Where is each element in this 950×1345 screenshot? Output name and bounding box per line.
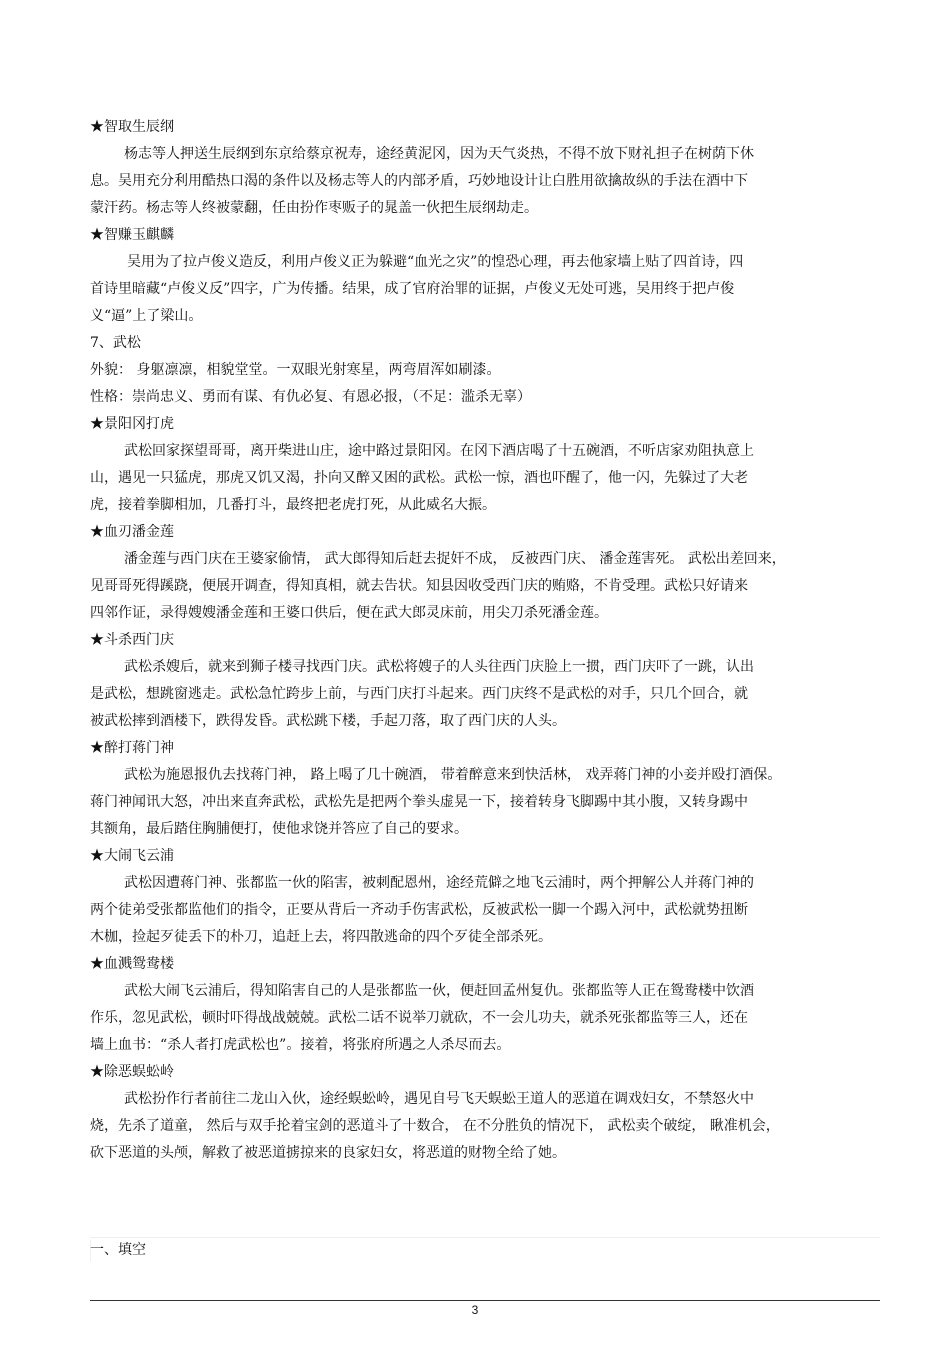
paragraph-line: 山，遇见一只猛虎，那虎又饥又渴，扑向又醉又困的武松。武松一惊，酒也吓醒了，他一闪，先躲过了大老: [90, 470, 748, 486]
paragraph-line: 蒙汗药。杨志等人终被蒙翻，任由扮作枣贩子的晁盖一伙把生辰纲劫走。: [90, 200, 538, 216]
paragraph-line: 是武松，想跳窗逃走。武松急忙跨步上前，与西门庆打斗起来。西门庆终不是武松的对手，只几个回合，就: [90, 686, 748, 702]
paragraph-line: 武松因遭蒋门神、张都监一伙的陷害，被刺配恩州，途经荒僻之地飞云浦时，两个押解公人并蒋门神的: [124, 875, 754, 891]
footer-rule: [90, 1300, 880, 1301]
paragraph-line: 四邻作证，录得嫂嫂潘金莲和王婆口供后，便在武大郎灵床前，用尖刀杀死潘金莲。: [90, 605, 608, 621]
paragraph-line: 两个徒弟受张都监他们的指令，正要从背后一齐动手伤害武松，反被武松一脚一个踢入河中，武松就势扭断: [90, 902, 748, 918]
paragraph-line: 武松大闹飞云浦后，得知陷害自己的人是张都监一伙，便赶回孟州复仇。张都监等人正在鸳鸯楼中饮酒: [124, 983, 754, 999]
paragraph-line: 性格：崇尚忠义、勇而有谋、有仇必复、有恩必报，（不足：滥杀无辜）: [90, 389, 531, 405]
section-heading: ★斗杀西门庆: [90, 632, 174, 648]
section-heading: ★大闹飞云浦: [90, 848, 174, 864]
paragraph-line: 外貌： 身躯凛凛，相貌堂堂。一双眼光射寒星，两弯眉浑如刷漆。: [90, 362, 501, 378]
page-number: 3: [471, 1303, 479, 1317]
paragraph-line: 蒋门神闻讯大怒，冲出来直奔武松，武松先是把两个拳头虚晃一下，接着转身飞脚踢中其小腹，又转身踢中: [90, 794, 748, 810]
section-heading: ★血刃潘金莲: [90, 524, 174, 540]
paragraph-line: 武松为施恩报仇去找蒋门神， 路上喝了几十碗酒， 带着醉意来到快活林， 戏弄蒋门神的小妾并殴打酒保。: [124, 767, 782, 783]
paragraph-line: 虎，接着拳脚相加，几番打斗，最终把老虎打死，从此威名大振。: [90, 497, 496, 513]
paragraph-line: 被武松摔到酒楼下，跌得发昏。武松跳下楼，手起刀落，取了西门庆的人头。: [90, 713, 566, 729]
paragraph-line: 其额角，最后踏住胸脯便打，使他求饶并答应了自己的要求。: [90, 821, 468, 837]
paragraph-line: 木枷，捡起歹徒丢下的朴刀，追赶上去，将四散逃命的四个歹徒全部杀死。: [90, 929, 552, 945]
section-heading: ★智赚玉麒麟: [90, 227, 174, 243]
paragraph-line: 义“逼”上了梁山。: [90, 308, 203, 324]
document-body: [90, 114, 880, 1167]
paragraph-line: 杨志等人押送生辰纲到东京给蔡京祝寿，途经黄泥冈，因为天气炎热，不得不放下财礼担子在树荫下休: [124, 146, 754, 162]
paragraph-line: 砍下恶道的头颅，解救了被恶道掳掠来的良家妇女，将恶道的财物全给了她。: [90, 1145, 566, 1161]
section-heading: ★醉打蒋门神: [90, 740, 174, 756]
paragraph-line: 见哥哥死得蹊跷，便展开调查，得知真相，就去告状。知县因收受西门庆的贿赂，不肯受理。武松只好请来: [90, 578, 748, 594]
paragraph-line: 武松杀嫂后，就来到狮子楼寻找西门庆。武松将嫂子的人头往西门庆脸上一掼，西门庆吓了一跳，认出: [124, 659, 754, 675]
paragraph-line: 潘金莲与西门庆在王婆家偷情， 武大郎得知后赶去捉奸不成， 反被西门庆、 潘金莲害死。 武松出差回来，: [124, 551, 786, 567]
section-heading: ★智取生辰纲: [90, 119, 174, 135]
section-heading: ★景阳冈打虎: [90, 416, 174, 432]
paragraph-line: 首诗里暗藏“卢俊义反”四字，广为传播。结果，成了官府治罪的证据，卢俊义无处可逃，吴用终于把卢俊: [90, 281, 735, 297]
paragraph-line: 武松回家探望哥哥，离开柴进山庄，途中路过景阳冈。在冈下酒店喝了十五碗酒，不听店家劝阻执意上: [124, 443, 754, 459]
paragraph-line: 烧，先杀了道童， 然后与双手抡着宝剑的恶道斗了十数合， 在不分胜负的情况下， 武松卖个破绽， 瞅准机会，: [90, 1118, 780, 1134]
section-heading: ★除恶蜈蚣岭: [90, 1064, 174, 1080]
paragraph-line: 作乐，忽见武松，顿时吓得战战兢兢。武松二话不说举刀就砍，不一会儿功夫，就杀死张都监等三人，还在: [90, 1010, 748, 1026]
paragraph-line: 武松扮作行者前往二龙山入伙，途经蜈蚣岭，遇见自号飞天蜈蚣王道人的恶道在调戏妇女，不禁怒火中: [124, 1091, 754, 1107]
section-heading: 7、武松: [90, 335, 141, 351]
section-heading: ★血溅鸳鸯楼: [90, 956, 174, 972]
paragraph-line: 息。吴用充分利用酷热口渴的条件以及杨志等人的内部矛盾，巧妙地设计让白胜用欲擒故纵的手法在酒中下: [90, 173, 748, 189]
faint-rule: [90, 1237, 880, 1238]
paragraph-line: 吴用为了拉卢俊义造反，利用卢俊义正为躲避“血光之灾”的惶恐心理，再去他家墙上贴了四首诗，四: [127, 254, 744, 270]
section-label: 一、填空: [90, 1242, 146, 1258]
paragraph-line: 墙上血书：“杀人者打虎武松也”。接着，将张府所遇之人杀尽而去。: [90, 1037, 511, 1053]
